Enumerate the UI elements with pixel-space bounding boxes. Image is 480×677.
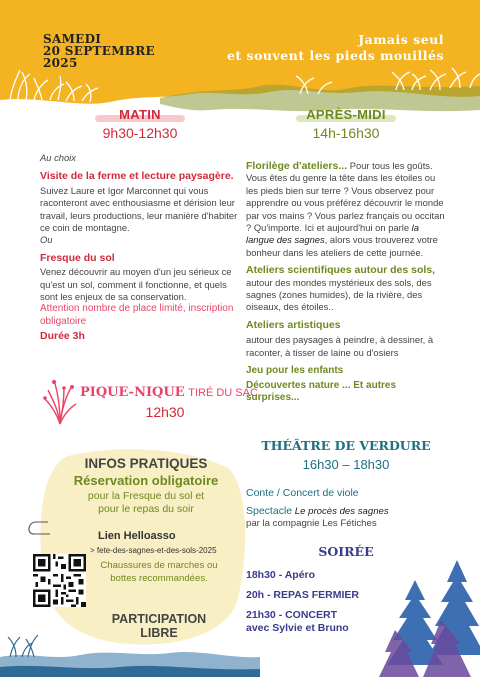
date-year: 2025	[43, 56, 78, 70]
florilege-text-a: Pour tous les goûts. Vous êtes du genre la tête dans les étoiles ou les pieds bien sur terre ? Vous observez pour apprendre ou vous préférez découvrir le monde par vos mains ? Vous parlez français ou occitan ? Qu'importe. Ici et aujourd'hui on parle	[246, 160, 445, 234]
theatre-time: 16h30 – 18h30	[302, 457, 390, 472]
pique-nique-title-line	[80, 384, 258, 400]
headline-line1: Jamais seul	[358, 32, 444, 47]
pique-nique-title: PIQUE-NIQUE	[80, 385, 185, 400]
soiree-header	[246, 544, 446, 559]
fresque-text: Venez découvrir au moyen d'un jeu sérieux ce qu'est un sol, comment il fonctionne, et quels sont les enjeux de sa conservation.	[40, 266, 232, 303]
sci-text: autour des mondes mystérieux des sols, des sagnes (zones humides), de la rivière, des oiseaux, des étoiles..	[246, 276, 432, 313]
apres-midi-header	[246, 107, 446, 141]
bottom-landscape-illustration	[0, 617, 260, 677]
florilege-paragraph	[246, 160, 448, 259]
theatre-header	[246, 438, 446, 472]
compagnie: par la compagnie Les Fétiches	[246, 518, 377, 529]
soiree-repas: 20h - REPAS FERMIER	[246, 589, 359, 601]
matin-title: MATIN	[119, 107, 161, 122]
paperclip-icon	[22, 512, 52, 552]
apres-midi-title: APRÈS-MIDI	[306, 107, 386, 122]
participation-libre: PARTICIPATION LIBRE	[111, 612, 207, 640]
attention-text: Attention nombre de place limité, inscription obligatoire	[40, 303, 234, 327]
conte-concert: Conte / Concert de viole	[246, 487, 359, 499]
au-choix-label: Au choix	[40, 152, 76, 163]
date-month: 20 SEPTEMBRE	[43, 44, 155, 58]
florilege-text-b: , alors vous trouverez votre bonheur dans les ateliers de cette journée.	[246, 234, 438, 258]
event-date	[43, 33, 155, 69]
headline	[144, 32, 444, 64]
apres-midi-time: 14h-16h30	[312, 125, 380, 141]
soiree-concert-artists: avec Sylvie et Bruno	[246, 622, 349, 634]
matin-content	[40, 152, 240, 343]
apres-midi-title-wrap	[246, 107, 446, 122]
pine-trees-illustration	[375, 560, 480, 677]
spectacle-title: Le procès des sagnes	[292, 505, 389, 517]
jeu-enfants: Jeu pour les enfants	[246, 365, 344, 377]
helloasso-link[interactable]: > fete-des-sagnes-et-des-sols-2025	[90, 546, 217, 555]
duree-text: Durée 3h	[40, 330, 85, 343]
helloasso-title: Lien Helloasso	[98, 530, 176, 542]
chaussures-text: Chaussures de marches ou bottes recommandées.	[100, 560, 218, 584]
sci-paragraph	[246, 264, 448, 314]
infos-pratiques-block	[56, 456, 236, 516]
art-title: Ateliers artistiques	[246, 318, 341, 331]
reservation-text: pour la Fresque du sol et pour le repas du soir	[87, 490, 205, 515]
spectacle-label: Spectacle	[246, 504, 293, 517]
theatre-title: THÉÂTRE DE VERDURE	[261, 438, 431, 453]
soiree-title: SOIRÉE	[318, 544, 374, 559]
pique-nique-subtitle: TIRÉ DU SAC	[188, 387, 258, 399]
reservation-title: Réservation obligatoire	[73, 473, 219, 488]
ou-label: Ou	[40, 234, 53, 246]
soiree-list	[246, 569, 396, 635]
headline-line2: et souvent les pieds mouillés	[226, 48, 444, 63]
qr-code-icon[interactable]	[33, 554, 86, 607]
matin-title-wrap	[40, 107, 240, 122]
grass-tuft-icon	[42, 376, 78, 426]
sci-comma: ,	[432, 264, 436, 277]
pique-nique-time: 12h30	[145, 404, 185, 420]
infos-title: INFOS PRATIQUES	[84, 456, 208, 471]
soiree-concert: 21h30 - CONCERT	[246, 609, 338, 621]
art-text: autour des paysages à peindre, à dessiner, à raconter, à tisser de laine ou d'osiers	[246, 334, 434, 358]
soiree-apero: 18h30 - Apéro	[246, 569, 316, 581]
visite-title: Visite de la ferme et lecture paysagère.	[40, 170, 234, 183]
date-day: SAMEDI	[43, 32, 102, 46]
helloasso-block	[90, 530, 240, 555]
matin-time: 9h30-12h30	[102, 125, 178, 141]
fresque-title: Fresque du sol	[40, 251, 115, 264]
spectacle-line	[246, 505, 456, 519]
florilege-title: Florilège d'ateliers...	[246, 160, 348, 172]
decouvertes-nature: Découvertes nature ... Et autres surprises...	[246, 379, 397, 403]
florilege-text-italic: la langue des sagnes	[246, 222, 419, 246]
visite-text: Suivez Laure et Igor Marconnet qui vous raconteront avec enthousiasme et dérision leur travail, leurs productions, leur manière d'habiter ce coin de montagne.	[40, 184, 238, 234]
apres-midi-content	[246, 160, 448, 404]
matin-header	[40, 107, 240, 141]
sci-title: Ateliers scientifiques autour des sols	[246, 264, 433, 277]
theatre-content	[246, 487, 456, 531]
pique-nique-block	[80, 384, 258, 420]
